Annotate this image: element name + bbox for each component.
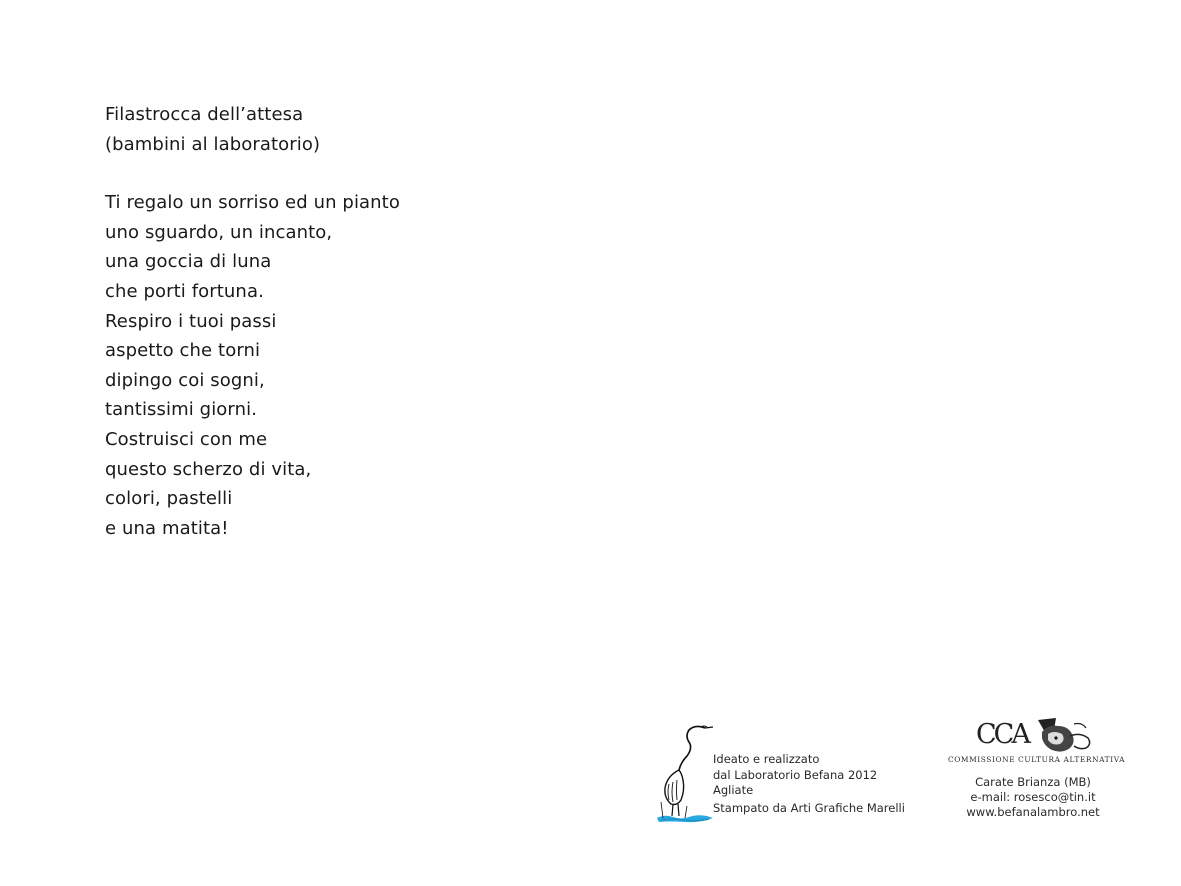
poem-line: che porti fortuna. xyxy=(105,280,264,302)
poem-line: tantissimi giorni. xyxy=(105,399,258,421)
credits-line: dal Laboratorio Befana 2012 xyxy=(713,767,878,782)
poem-line: Respiro i tuoi passi xyxy=(105,310,277,332)
contact-info xyxy=(948,775,1118,820)
credits-line: Agliate xyxy=(713,783,754,797)
poem-line: questo scherzo di vita, xyxy=(105,458,312,480)
credits-text xyxy=(713,752,905,816)
heron-icon xyxy=(655,722,715,826)
poem-line: e una matita! xyxy=(105,517,229,539)
poem-title: Filastrocca dell’attesa xyxy=(105,104,304,125)
poem-line: colori, pastelli xyxy=(105,488,233,510)
poem-line: uno sguardo, un incanto, xyxy=(105,221,333,243)
stanza-gap xyxy=(105,159,605,188)
lion-figure-icon xyxy=(1034,716,1096,756)
cca-logo xyxy=(976,716,1071,756)
poem-subtitle: (bambini al laboratorio) xyxy=(105,133,321,155)
poem-line: Ti regalo un sorriso ed un pianto xyxy=(105,192,400,214)
credits-block xyxy=(655,722,915,832)
printer-credit: Stampato da Arti Grafiche Marelli xyxy=(713,800,905,815)
credits-line: Ideato e realizzato xyxy=(713,752,820,766)
poem-line: Costruisci con me xyxy=(105,428,268,450)
city-text: Carate Brianza (MB) xyxy=(975,775,1091,789)
poem-line: dipingo coi sogni, xyxy=(105,369,265,391)
poem-line: una goccia di luna xyxy=(105,251,272,273)
email-text: e-mail: rosesco@tin.it xyxy=(970,790,1096,804)
poem xyxy=(105,100,605,543)
organization-block xyxy=(948,716,1126,826)
logo-letters: CCA xyxy=(976,719,1028,750)
website-text: www.befanalambro.net xyxy=(966,805,1100,819)
organization-name: COMMISSIONE CULTURA ALTERNATIVA xyxy=(948,755,1126,764)
poem-line: aspetto che torni xyxy=(105,340,261,362)
